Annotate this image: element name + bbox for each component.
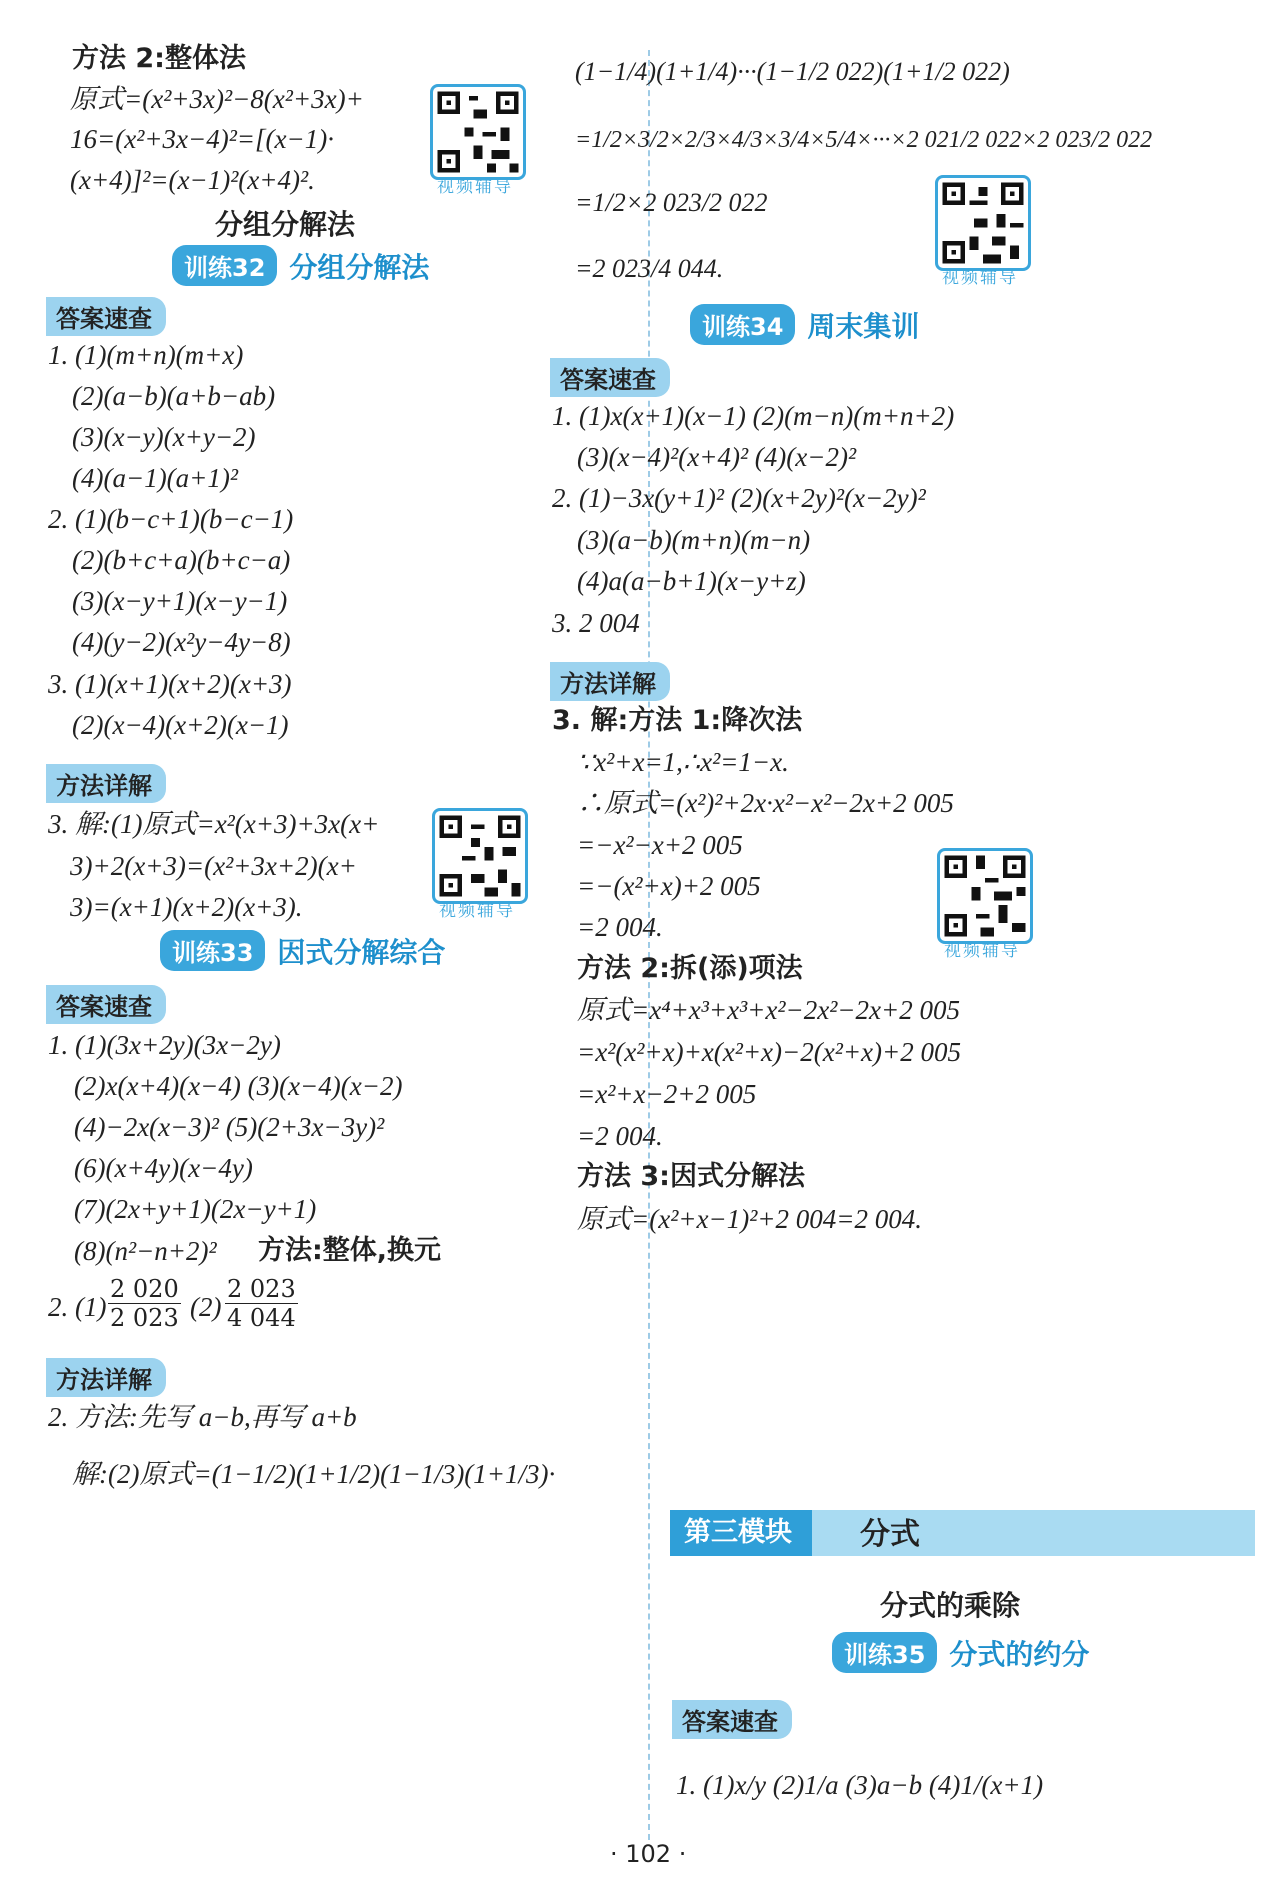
answer-b1-4: (6)(x+4y)(x−4y) — [74, 1153, 253, 1183]
training-33-heading — [160, 930, 445, 971]
method2-line2: =x²(x²+x)+x(x²+x)−2(x²+x)+2 005 — [577, 1037, 961, 1067]
answer-b2-fraction-1 — [108, 1275, 181, 1332]
fraction-numerator: 2 020 — [110, 1275, 179, 1303]
method3-title: 方法 3:因式分解法 — [577, 1161, 805, 1192]
method1-line3: =−x²−x+2 005 — [577, 830, 743, 860]
qr-code-icon[interactable] — [935, 175, 1031, 271]
method-tag: 方法详解 — [46, 1358, 166, 1397]
method2-title: 方法 2:整体法 — [72, 43, 246, 74]
answer-3-1: 3. (1)(x+1)(x+2)(x+3) — [48, 669, 292, 699]
answer-b2-mid: (2) — [190, 1292, 222, 1322]
training-34-title: 周末集训 — [807, 309, 920, 343]
method2-line3: (x+4)]²=(x−1)²(x+4)². — [70, 165, 315, 195]
answer-h1: 1. (1)x/y (2)1/a (3)a−b (4)1/(x+1) — [676, 1770, 1044, 1800]
continuation-line4: =2 023/4 044. — [575, 254, 724, 283]
method1-line4: =−(x²+x)+2 005 — [577, 871, 761, 901]
fraction-numerator: 2 023 — [227, 1275, 296, 1303]
qr-caption: 视频辅导 — [944, 941, 1020, 961]
method2-line3: =x²+x−2+2 005 — [577, 1079, 757, 1109]
fraction-denominator: 2 023 — [110, 1304, 179, 1332]
qr-caption: 视频辅导 — [942, 268, 1018, 288]
answer-1-4: (4)(a−1)(a+1)² — [72, 463, 238, 493]
answer-1-1: 1. (1)(m+n)(m+x) — [48, 340, 244, 370]
answer-b1-6-note: 方法:整体,换元 — [258, 1235, 442, 1266]
answer-2-3: (3)(x−y+1)(x−y−1) — [72, 586, 288, 616]
training-33-pill: 训练33 — [160, 930, 265, 971]
column-divider — [648, 50, 650, 1840]
qr-code-icon[interactable] — [430, 84, 526, 180]
method2-line1: 原式=(x²+3x)²−8(x²+3x)+ — [70, 84, 364, 114]
method-tag: 方法详解 — [550, 662, 670, 701]
qr-code-icon[interactable] — [937, 848, 1033, 944]
answer-d2-3: (4)a(a−b+1)(x−y+z) — [577, 566, 806, 596]
continuation-line3: =1/2×2 023/2 022 — [575, 188, 768, 217]
method3-line1: 原式=(x²+x−1)²+2 004=2 004. — [577, 1204, 922, 1234]
answer-1-3: (3)(x−y)(x+y−2) — [72, 422, 256, 452]
qr-caption: 视频辅导 — [437, 177, 513, 197]
method-c2-line1: 2. 方法:先写 a−b,再写 a+b — [48, 1402, 357, 1432]
qr-pattern-icon — [435, 811, 525, 901]
answer-b2-fraction-2 — [225, 1275, 298, 1332]
training-34-pill: 训练34 — [690, 304, 795, 345]
method2-line1: 原式=x⁴+x³+x³+x²−2x²−2x+2 005 — [577, 995, 960, 1025]
section-title-fraction-mul: 分式的乘除 — [880, 1589, 1021, 1622]
solution-3-line2: 3)+2(x+3)=(x²+3x+2)(x+ — [70, 851, 357, 881]
module-tag: 第三模块 — [670, 1510, 812, 1556]
answer-d2-2: (3)(a−b)(m+n)(m−n) — [577, 525, 811, 555]
answers-tag: 答案速查 — [46, 985, 166, 1024]
module-title: 分式 — [860, 1517, 920, 1552]
training-35-pill: 训练35 — [832, 1632, 937, 1673]
answer-b1-1: 1. (1)(3x+2y)(3x−2y) — [48, 1030, 281, 1060]
solution-3-line3: 3)=(x+1)(x+2)(x+3). — [70, 892, 303, 922]
continuation-line2: =1/2×3/2×2/3×4/3×3/4×5/4×···×2 021/2 022×2 023/2 022 — [575, 127, 1153, 153]
training-32-title: 分组分解法 — [289, 250, 430, 284]
answers-tag: 答案速查 — [550, 358, 670, 397]
training-32-pill: 训练32 — [172, 245, 277, 286]
answer-b1-3: (4)−2x(x−3)² (5)(2+3x−3y)² — [74, 1112, 385, 1142]
training-34-heading — [690, 304, 919, 345]
method1-line1: ∵x²+x=1,∴x²=1−x. — [577, 747, 789, 777]
qr-code-icon[interactable] — [432, 808, 528, 904]
training-35-title: 分式的约分 — [949, 1637, 1090, 1671]
answer-b2-lead: 2. (1) — [48, 1292, 107, 1322]
answer-d3: 3. 2 004 — [552, 608, 640, 638]
qr-pattern-icon — [940, 851, 1030, 941]
answer-d1-2: (3)(x−4)²(x+4)² (4)(x−2)² — [577, 442, 857, 472]
answers-tag: 答案速查 — [672, 1700, 792, 1739]
answer-b1-5: (7)(2x+y+1)(2x−y+1) — [74, 1194, 317, 1224]
training-32-heading — [172, 245, 429, 286]
qr-pattern-icon — [938, 178, 1028, 268]
answer-2-2: (2)(b+c+a)(b+c−a) — [72, 545, 291, 575]
answer-b1-6: (8)(n²−n+2)² — [74, 1236, 217, 1266]
solution-3-line1: 3. 解:(1)原式=x²(x+3)+3x(x+ — [48, 809, 380, 839]
answer-2-4: (4)(y−2)(x²y−4y−8) — [72, 627, 291, 657]
answer-b1-2: (2)x(x+4)(x−4) (3)(x−4)(x−2) — [74, 1071, 403, 1101]
qr-pattern-icon — [433, 87, 523, 177]
training-35-heading — [832, 1632, 1089, 1673]
answer-3-2: (2)(x−4)(x+2)(x−1) — [72, 710, 289, 740]
page-number: · 102 · — [610, 1840, 687, 1868]
answers-tag: 答案速查 — [46, 297, 166, 336]
answer-d1-1: 1. (1)x(x+1)(x−1) (2)(m−n)(m+n+2) — [552, 401, 955, 431]
training-33-title: 因式分解综合 — [277, 935, 446, 969]
method2-title: 方法 2:拆(添)项法 — [577, 953, 803, 984]
method-c2-line2: 解:(2)原式=(1−1/2)(1+1/2)(1−1/3)(1+1/3)· — [72, 1459, 556, 1489]
section-title-group: 分组分解法 — [215, 208, 356, 241]
answer-1-2: (2)(a−b)(a+b−ab) — [72, 381, 276, 411]
method2-line4: =2 004. — [577, 1121, 663, 1151]
method1-line5: =2 004. — [577, 912, 663, 942]
method1-title: 3. 解:方法 1:降次法 — [552, 705, 803, 736]
qr-caption: 视频辅导 — [439, 901, 515, 921]
method-tag: 方法详解 — [46, 764, 166, 803]
answer-d2-1: 2. (1)−3x(y+1)² (2)(x+2y)²(x−2y)² — [552, 483, 926, 513]
answer-2-1: 2. (1)(b−c+1)(b−c−1) — [48, 504, 294, 534]
module-banner — [670, 1510, 1255, 1556]
continuation-line1: (1−1/4)(1+1/4)···(1−1/2 022)(1+1/2 022) — [575, 57, 1010, 86]
fraction-denominator: 4 044 — [227, 1304, 296, 1332]
method2-line2: 16=(x²+3x−4)²=[(x−1)· — [70, 124, 334, 154]
method1-line2: ∴原式=(x²)²+2x·x²−x²−2x+2 005 — [577, 788, 954, 818]
